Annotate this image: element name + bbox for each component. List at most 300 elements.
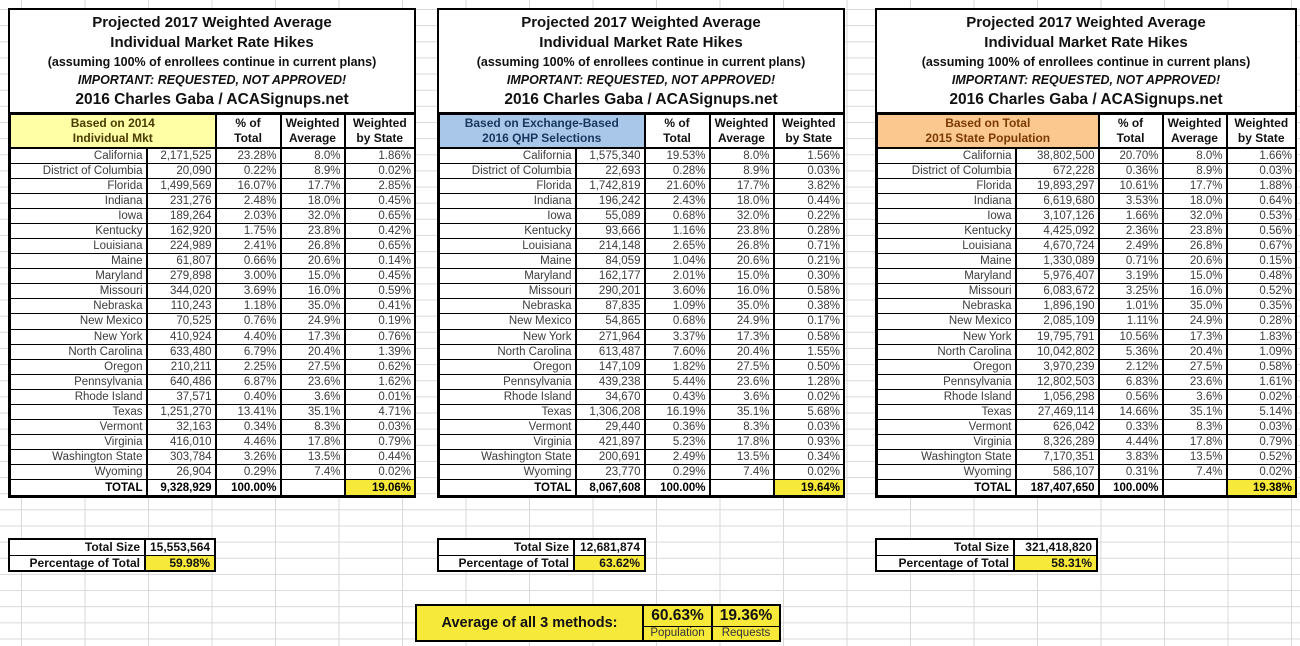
cell-weighted-average[interactable]: 23.6% <box>710 374 774 389</box>
cell-pct-of-total[interactable]: 6.87% <box>216 374 281 389</box>
cell-state[interactable]: District of Columbia <box>440 163 576 178</box>
cell-count[interactable]: 344,020 <box>147 284 216 299</box>
cell-weighted-average[interactable]: 16.0% <box>710 284 774 299</box>
cell-state[interactable]: Maryland <box>440 269 576 284</box>
cell-state[interactable]: New Mexico <box>440 314 576 329</box>
cell-weighted-average[interactable]: 17.3% <box>710 329 774 344</box>
cell-pct-of-total[interactable]: 1.16% <box>645 223 710 238</box>
cell-weighted-by-state[interactable]: 2.85% <box>345 178 415 193</box>
cell-pct-of-total[interactable]: 1.75% <box>216 223 281 238</box>
cell-weighted-by-state[interactable]: 0.28% <box>774 223 844 238</box>
cell-pct-of-total[interactable]: 14.66% <box>1099 405 1163 420</box>
cell-pct-of-total[interactable]: 0.29% <box>645 465 710 480</box>
cell-pct-of-total[interactable]: 0.68% <box>645 208 710 223</box>
cell-pct-of-total[interactable]: 0.36% <box>645 420 710 435</box>
cell-state[interactable]: Iowa <box>11 208 147 223</box>
total-cell-state[interactable]: TOTAL <box>878 480 1016 495</box>
cell-pct-of-total[interactable]: 1.18% <box>216 299 281 314</box>
cell-weighted-average[interactable]: 13.5% <box>281 450 345 465</box>
cell-weighted-average[interactable]: 8.9% <box>710 163 774 178</box>
cell-weighted-by-state[interactable]: 0.38% <box>774 299 844 314</box>
cell-weighted-by-state[interactable]: 0.14% <box>345 254 415 269</box>
cell-state[interactable]: Iowa <box>878 208 1016 223</box>
cell-state[interactable]: Virginia <box>11 435 147 450</box>
cell-count[interactable]: 1,742,819 <box>576 178 645 193</box>
cell-weighted-by-state[interactable]: 1.56% <box>774 148 844 164</box>
cell-weighted-average[interactable]: 20.4% <box>281 344 345 359</box>
cell-state[interactable]: Texas <box>440 405 576 420</box>
cell-count[interactable]: 640,486 <box>147 374 216 389</box>
cell-state[interactable]: Pennsylvania <box>440 374 576 389</box>
cell-count[interactable]: 613,487 <box>576 344 645 359</box>
cell-weighted-by-state[interactable]: 1.09% <box>1227 344 1296 359</box>
cell-count[interactable]: 189,264 <box>147 208 216 223</box>
total-cell-count[interactable]: 187,407,650 <box>1016 480 1099 495</box>
cell-state[interactable]: Nebraska <box>11 299 147 314</box>
cell-weighted-by-state[interactable]: 0.15% <box>1227 254 1296 269</box>
cell-state[interactable]: Wyoming <box>11 465 147 480</box>
cell-count[interactable]: 200,691 <box>576 450 645 465</box>
cell-weighted-average[interactable]: 32.0% <box>281 208 345 223</box>
cell-count[interactable]: 147,109 <box>576 359 645 374</box>
cell-weighted-by-state[interactable]: 0.58% <box>774 329 844 344</box>
cell-count[interactable]: 421,897 <box>576 435 645 450</box>
total-cell-count[interactable]: 8,067,608 <box>576 480 645 495</box>
pct-of-total-header[interactable]: % of Total <box>1099 115 1163 148</box>
pct-of-total-value[interactable]: 63.62% <box>574 555 645 571</box>
cell-count[interactable]: 672,228 <box>1016 163 1099 178</box>
cell-count[interactable]: 271,964 <box>576 329 645 344</box>
cell-weighted-average[interactable]: 13.5% <box>1163 450 1227 465</box>
cell-weighted-average[interactable]: 35.1% <box>281 405 345 420</box>
cell-pct-of-total[interactable]: 2.12% <box>1099 359 1163 374</box>
cell-pct-of-total[interactable]: 1.82% <box>645 359 710 374</box>
cell-pct-of-total[interactable]: 0.31% <box>1099 465 1163 480</box>
cell-pct-of-total[interactable]: 20.70% <box>1099 148 1163 164</box>
cell-weighted-by-state[interactable]: 1.88% <box>1227 178 1296 193</box>
cell-count[interactable]: 8,326,289 <box>1016 435 1099 450</box>
cell-pct-of-total[interactable]: 0.71% <box>1099 254 1163 269</box>
cell-weighted-average[interactable]: 24.9% <box>281 314 345 329</box>
cell-state[interactable]: Kentucky <box>440 223 576 238</box>
cell-count[interactable]: 34,670 <box>576 389 645 404</box>
cell-pct-of-total[interactable]: 3.53% <box>1099 193 1163 208</box>
cell-count[interactable]: 23,770 <box>576 465 645 480</box>
cell-state[interactable]: Nebraska <box>440 299 576 314</box>
cell-count[interactable]: 22,693 <box>576 163 645 178</box>
total-cell-weighted-average[interactable] <box>1163 480 1227 495</box>
cell-pct-of-total[interactable]: 1.11% <box>1099 314 1163 329</box>
cell-weighted-average[interactable]: 35.0% <box>281 299 345 314</box>
cell-weighted-average[interactable]: 23.6% <box>1163 374 1227 389</box>
cell-weighted-average[interactable]: 32.0% <box>1163 208 1227 223</box>
cell-state[interactable]: Indiana <box>440 193 576 208</box>
cell-weighted-by-state[interactable]: 3.82% <box>774 178 844 193</box>
total-cell-pct-of-total[interactable]: 100.00% <box>645 480 710 495</box>
cell-weighted-average[interactable]: 15.0% <box>1163 269 1227 284</box>
weighted-by-state-header[interactable]: Weighted by State <box>345 115 415 148</box>
cell-weighted-average[interactable]: 23.6% <box>281 374 345 389</box>
cell-count[interactable]: 4,425,092 <box>1016 223 1099 238</box>
cell-pct-of-total[interactable]: 19.53% <box>645 148 710 164</box>
cell-weighted-average[interactable]: 26.8% <box>281 238 345 253</box>
cell-weighted-by-state[interactable]: 5.14% <box>1227 405 1296 420</box>
cell-pct-of-total[interactable]: 6.79% <box>216 344 281 359</box>
cell-weighted-by-state[interactable]: 0.30% <box>774 269 844 284</box>
cell-state[interactable]: Oregon <box>878 359 1016 374</box>
cell-state[interactable]: New York <box>440 329 576 344</box>
cell-count[interactable]: 1,056,298 <box>1016 389 1099 404</box>
cell-weighted-average[interactable]: 17.3% <box>1163 329 1227 344</box>
cell-weighted-by-state[interactable]: 0.35% <box>1227 299 1296 314</box>
cell-weighted-average[interactable]: 8.9% <box>1163 163 1227 178</box>
cell-weighted-by-state[interactable]: 0.03% <box>774 163 844 178</box>
weighted-average-header[interactable]: Weighted Average <box>710 115 774 148</box>
cell-weighted-by-state[interactable]: 1.66% <box>1227 148 1296 164</box>
cell-count[interactable]: 214,148 <box>576 238 645 253</box>
cell-weighted-by-state[interactable]: 0.44% <box>774 193 844 208</box>
cell-state[interactable]: Nebraska <box>878 299 1016 314</box>
cell-state[interactable]: Wyoming <box>440 465 576 480</box>
cell-pct-of-total[interactable]: 2.41% <box>216 238 281 253</box>
cell-weighted-by-state[interactable]: 0.65% <box>345 238 415 253</box>
cell-weighted-average[interactable]: 20.6% <box>281 254 345 269</box>
cell-count[interactable]: 162,920 <box>147 223 216 238</box>
cell-pct-of-total[interactable]: 10.61% <box>1099 178 1163 193</box>
total-cell-state[interactable]: TOTAL <box>11 480 147 495</box>
cell-weighted-by-state[interactable]: 0.01% <box>345 389 415 404</box>
cell-weighted-average[interactable]: 8.0% <box>281 148 345 164</box>
cell-state[interactable]: California <box>878 148 1016 164</box>
cell-weighted-by-state[interactable]: 0.03% <box>345 420 415 435</box>
weighted-average-header[interactable]: Weighted Average <box>1163 115 1227 148</box>
cell-pct-of-total[interactable]: 2.01% <box>645 269 710 284</box>
cell-weighted-average[interactable]: 18.0% <box>281 193 345 208</box>
cell-count[interactable]: 38,802,500 <box>1016 148 1099 164</box>
cell-pct-of-total[interactable]: 2.49% <box>645 450 710 465</box>
cell-state[interactable]: Missouri <box>11 284 147 299</box>
cell-weighted-by-state[interactable]: 0.67% <box>1227 238 1296 253</box>
weighted-by-state-header[interactable]: Weighted by State <box>774 115 844 148</box>
cell-weighted-by-state[interactable]: 0.62% <box>345 359 415 374</box>
cell-pct-of-total[interactable]: 5.36% <box>1099 344 1163 359</box>
total-size-value[interactable]: 15,553,564 <box>145 539 215 555</box>
cell-state[interactable]: Rhode Island <box>878 389 1016 404</box>
cell-count[interactable]: 4,670,724 <box>1016 238 1099 253</box>
cell-count[interactable]: 19,893,297 <box>1016 178 1099 193</box>
cell-weighted-by-state[interactable]: 0.93% <box>774 435 844 450</box>
cell-weighted-by-state[interactable]: 1.61% <box>1227 374 1296 389</box>
cell-pct-of-total[interactable]: 5.44% <box>645 374 710 389</box>
cell-weighted-average[interactable]: 15.0% <box>281 269 345 284</box>
cell-weighted-average[interactable]: 35.1% <box>1163 405 1227 420</box>
pct-of-total-value[interactable]: 59.98% <box>145 555 215 571</box>
cell-weighted-average[interactable]: 20.4% <box>710 344 774 359</box>
cell-state[interactable]: Pennsylvania <box>11 374 147 389</box>
cell-weighted-by-state[interactable]: 5.68% <box>774 405 844 420</box>
cell-weighted-by-state[interactable]: 0.03% <box>774 420 844 435</box>
pct-of-total-header[interactable]: % of Total <box>645 115 710 148</box>
cell-pct-of-total[interactable]: 1.04% <box>645 254 710 269</box>
cell-state[interactable]: Oregon <box>440 359 576 374</box>
cell-weighted-average[interactable]: 8.0% <box>710 148 774 164</box>
cell-count[interactable]: 5,976,407 <box>1016 269 1099 284</box>
cell-count[interactable]: 196,242 <box>576 193 645 208</box>
cell-weighted-by-state[interactable]: 0.28% <box>1227 314 1296 329</box>
cell-count[interactable]: 110,243 <box>147 299 216 314</box>
cell-state[interactable]: New Mexico <box>878 314 1016 329</box>
cell-weighted-by-state[interactable]: 0.02% <box>345 163 415 178</box>
cell-count[interactable]: 84,059 <box>576 254 645 269</box>
cell-weighted-by-state[interactable]: 0.59% <box>345 284 415 299</box>
cell-weighted-by-state[interactable]: 0.45% <box>345 269 415 284</box>
cell-weighted-average[interactable]: 20.6% <box>1163 254 1227 269</box>
cell-pct-of-total[interactable]: 1.09% <box>645 299 710 314</box>
cell-pct-of-total[interactable]: 0.43% <box>645 389 710 404</box>
cell-state[interactable]: Texas <box>11 405 147 420</box>
cell-pct-of-total[interactable]: 6.83% <box>1099 374 1163 389</box>
cell-weighted-average[interactable]: 27.5% <box>710 359 774 374</box>
cell-state[interactable]: Virginia <box>440 435 576 450</box>
weighted-average-header[interactable]: Weighted Average <box>281 115 345 148</box>
total-cell-weighted-average[interactable] <box>710 480 774 495</box>
cell-weighted-average[interactable]: 8.3% <box>1163 420 1227 435</box>
cell-weighted-average[interactable]: 23.8% <box>710 223 774 238</box>
cell-weighted-average[interactable]: 8.0% <box>1163 148 1227 164</box>
pct-of-total-header[interactable]: % of Total <box>216 115 281 148</box>
cell-count[interactable]: 3,970,239 <box>1016 359 1099 374</box>
cell-weighted-average[interactable]: 8.9% <box>281 163 345 178</box>
cell-count[interactable]: 1,306,208 <box>576 405 645 420</box>
cell-pct-of-total[interactable]: 2.65% <box>645 238 710 253</box>
cell-state[interactable]: District of Columbia <box>11 163 147 178</box>
cell-weighted-average[interactable]: 16.0% <box>281 284 345 299</box>
cell-count[interactable]: 26,904 <box>147 465 216 480</box>
cell-weighted-by-state[interactable]: 0.21% <box>774 254 844 269</box>
cell-weighted-by-state[interactable]: 0.02% <box>774 465 844 480</box>
cell-count[interactable]: 586,107 <box>1016 465 1099 480</box>
cell-weighted-average[interactable]: 7.4% <box>1163 465 1227 480</box>
cell-state[interactable]: Louisiana <box>440 238 576 253</box>
cell-count[interactable]: 27,469,114 <box>1016 405 1099 420</box>
cell-weighted-by-state[interactable]: 1.39% <box>345 344 415 359</box>
cell-weighted-by-state[interactable]: 0.45% <box>345 193 415 208</box>
cell-weighted-by-state[interactable]: 1.86% <box>345 148 415 164</box>
cell-state[interactable]: Virginia <box>878 435 1016 450</box>
cell-count[interactable]: 1,251,270 <box>147 405 216 420</box>
cell-pct-of-total[interactable]: 4.44% <box>1099 435 1163 450</box>
cell-count[interactable]: 1,896,190 <box>1016 299 1099 314</box>
cell-state[interactable]: California <box>440 148 576 164</box>
cell-weighted-average[interactable]: 20.6% <box>710 254 774 269</box>
cell-state[interactable]: New York <box>878 329 1016 344</box>
cell-state[interactable]: North Carolina <box>440 344 576 359</box>
cell-weighted-by-state[interactable]: 0.71% <box>774 238 844 253</box>
cell-pct-of-total[interactable]: 3.83% <box>1099 450 1163 465</box>
cell-weighted-by-state[interactable]: 1.28% <box>774 374 844 389</box>
cell-count[interactable]: 20,090 <box>147 163 216 178</box>
average-population-value[interactable]: 60.63% <box>643 605 712 626</box>
cell-weighted-average[interactable]: 3.6% <box>1163 389 1227 404</box>
cell-weighted-average[interactable]: 17.8% <box>710 435 774 450</box>
cell-count[interactable]: 2,171,525 <box>147 148 216 164</box>
cell-weighted-by-state[interactable]: 0.22% <box>774 208 844 223</box>
cell-state[interactable]: Rhode Island <box>11 389 147 404</box>
cell-count[interactable]: 210,211 <box>147 359 216 374</box>
cell-count[interactable]: 6,083,672 <box>1016 284 1099 299</box>
cell-weighted-by-state[interactable]: 0.58% <box>774 284 844 299</box>
cell-count[interactable]: 633,480 <box>147 344 216 359</box>
cell-weighted-by-state[interactable]: 0.65% <box>345 208 415 223</box>
cell-count[interactable]: 290,201 <box>576 284 645 299</box>
pct-of-total-value[interactable]: 58.31% <box>1014 555 1097 571</box>
total-cell-weighted-average[interactable] <box>281 480 345 495</box>
cell-weighted-by-state[interactable]: 0.02% <box>1227 389 1296 404</box>
basis-header-cell[interactable]: Based on Total 2015 State Population <box>878 115 1099 148</box>
cell-pct-of-total[interactable]: 2.36% <box>1099 223 1163 238</box>
cell-state[interactable]: North Carolina <box>11 344 147 359</box>
cell-pct-of-total[interactable]: 3.60% <box>645 284 710 299</box>
cell-count[interactable]: 303,784 <box>147 450 216 465</box>
cell-count[interactable]: 19,795,791 <box>1016 329 1099 344</box>
cell-weighted-average[interactable]: 17.7% <box>281 178 345 193</box>
cell-weighted-average[interactable]: 32.0% <box>710 208 774 223</box>
weighted-by-state-header[interactable]: Weighted by State <box>1227 115 1296 148</box>
cell-count[interactable]: 54,865 <box>576 314 645 329</box>
cell-pct-of-total[interactable]: 16.07% <box>216 178 281 193</box>
cell-weighted-average[interactable]: 17.8% <box>281 435 345 450</box>
cell-weighted-average[interactable]: 27.5% <box>1163 359 1227 374</box>
cell-weighted-by-state[interactable]: 0.02% <box>1227 465 1296 480</box>
cell-state[interactable]: Louisiana <box>11 238 147 253</box>
cell-weighted-by-state[interactable]: 0.53% <box>1227 208 1296 223</box>
cell-weighted-by-state[interactable]: 1.83% <box>1227 329 1296 344</box>
cell-state[interactable]: North Carolina <box>878 344 1016 359</box>
cell-count[interactable]: 12,802,503 <box>1016 374 1099 389</box>
cell-pct-of-total[interactable]: 0.68% <box>645 314 710 329</box>
cell-weighted-by-state[interactable]: 0.42% <box>345 223 415 238</box>
cell-weighted-average[interactable]: 7.4% <box>281 465 345 480</box>
cell-count[interactable]: 93,666 <box>576 223 645 238</box>
cell-weighted-by-state[interactable]: 0.34% <box>774 450 844 465</box>
cell-state[interactable]: Maryland <box>11 269 147 284</box>
cell-pct-of-total[interactable]: 0.33% <box>1099 420 1163 435</box>
cell-weighted-by-state[interactable]: 0.56% <box>1227 223 1296 238</box>
cell-pct-of-total[interactable]: 5.23% <box>645 435 710 450</box>
cell-weighted-average[interactable]: 26.8% <box>710 238 774 253</box>
cell-count[interactable]: 55,089 <box>576 208 645 223</box>
cell-count[interactable]: 6,619,680 <box>1016 193 1099 208</box>
cell-pct-of-total[interactable]: 4.46% <box>216 435 281 450</box>
cell-pct-of-total[interactable]: 2.25% <box>216 359 281 374</box>
total-cell-count[interactable]: 9,328,929 <box>147 480 216 495</box>
cell-pct-of-total[interactable]: 0.28% <box>645 163 710 178</box>
cell-state[interactable]: Texas <box>878 405 1016 420</box>
cell-count[interactable]: 439,238 <box>576 374 645 389</box>
cell-pct-of-total[interactable]: 16.19% <box>645 405 710 420</box>
cell-weighted-average[interactable]: 18.0% <box>710 193 774 208</box>
cell-pct-of-total[interactable]: 0.76% <box>216 314 281 329</box>
cell-count[interactable]: 224,989 <box>147 238 216 253</box>
cell-state[interactable]: New Mexico <box>11 314 147 329</box>
cell-count[interactable]: 231,276 <box>147 193 216 208</box>
cell-pct-of-total[interactable]: 4.40% <box>216 329 281 344</box>
cell-weighted-average[interactable]: 13.5% <box>710 450 774 465</box>
cell-state[interactable]: Oregon <box>11 359 147 374</box>
cell-state[interactable]: Missouri <box>878 284 1016 299</box>
cell-pct-of-total[interactable]: 0.40% <box>216 389 281 404</box>
cell-pct-of-total[interactable]: 0.22% <box>216 163 281 178</box>
cell-count[interactable]: 162,177 <box>576 269 645 284</box>
cell-pct-of-total[interactable]: 0.36% <box>1099 163 1163 178</box>
cell-weighted-by-state[interactable]: 1.62% <box>345 374 415 389</box>
cell-weighted-average[interactable]: 7.4% <box>710 465 774 480</box>
total-cell-weighted-by-state[interactable]: 19.06% <box>345 480 415 495</box>
cell-pct-of-total[interactable]: 2.43% <box>645 193 710 208</box>
cell-pct-of-total[interactable]: 0.29% <box>216 465 281 480</box>
cell-count[interactable]: 32,163 <box>147 420 216 435</box>
cell-count[interactable]: 416,010 <box>147 435 216 450</box>
cell-weighted-by-state[interactable]: 1.55% <box>774 344 844 359</box>
cell-count[interactable]: 37,571 <box>147 389 216 404</box>
total-size-value[interactable]: 12,681,874 <box>574 539 645 555</box>
cell-pct-of-total[interactable]: 2.49% <box>1099 238 1163 253</box>
cell-pct-of-total[interactable]: 3.25% <box>1099 284 1163 299</box>
cell-weighted-average[interactable]: 35.0% <box>710 299 774 314</box>
cell-weighted-by-state[interactable]: 0.48% <box>1227 269 1296 284</box>
cell-weighted-average[interactable]: 18.0% <box>1163 193 1227 208</box>
cell-pct-of-total[interactable]: 3.00% <box>216 269 281 284</box>
total-cell-pct-of-total[interactable]: 100.00% <box>216 480 281 495</box>
cell-state[interactable]: Washington State <box>878 450 1016 465</box>
cell-state[interactable]: Washington State <box>440 450 576 465</box>
cell-state[interactable]: Louisiana <box>878 238 1016 253</box>
cell-weighted-average[interactable]: 20.4% <box>1163 344 1227 359</box>
cell-pct-of-total[interactable]: 3.26% <box>216 450 281 465</box>
cell-pct-of-total[interactable]: 2.03% <box>216 208 281 223</box>
cell-state[interactable]: California <box>11 148 147 164</box>
cell-count[interactable]: 3,107,126 <box>1016 208 1099 223</box>
cell-weighted-by-state[interactable]: 0.17% <box>774 314 844 329</box>
cell-pct-of-total[interactable]: 0.34% <box>216 420 281 435</box>
cell-state[interactable]: Maryland <box>878 269 1016 284</box>
cell-weighted-average[interactable]: 35.1% <box>710 405 774 420</box>
basis-header-cell[interactable]: Based on 2014 Individual Mkt <box>11 115 216 148</box>
cell-weighted-by-state[interactable]: 0.58% <box>1227 359 1296 374</box>
total-cell-pct-of-total[interactable]: 100.00% <box>1099 480 1163 495</box>
cell-pct-of-total[interactable]: 1.66% <box>1099 208 1163 223</box>
cell-state[interactable]: Kentucky <box>878 223 1016 238</box>
cell-weighted-average[interactable]: 16.0% <box>1163 284 1227 299</box>
cell-state[interactable]: Vermont <box>11 420 147 435</box>
cell-state[interactable]: Indiana <box>878 193 1016 208</box>
cell-state[interactable]: New York <box>11 329 147 344</box>
cell-weighted-by-state[interactable]: 0.03% <box>1227 420 1296 435</box>
cell-count[interactable]: 410,924 <box>147 329 216 344</box>
cell-weighted-average[interactable]: 15.0% <box>710 269 774 284</box>
cell-weighted-by-state[interactable]: 0.50% <box>774 359 844 374</box>
cell-pct-of-total[interactable]: 0.56% <box>1099 389 1163 404</box>
cell-weighted-by-state[interactable]: 0.52% <box>1227 284 1296 299</box>
cell-weighted-average[interactable]: 17.7% <box>710 178 774 193</box>
cell-state[interactable]: Florida <box>11 178 147 193</box>
cell-pct-of-total[interactable]: 13.41% <box>216 405 281 420</box>
cell-count[interactable]: 70,525 <box>147 314 216 329</box>
cell-pct-of-total[interactable]: 21.60% <box>645 178 710 193</box>
cell-weighted-average[interactable]: 17.8% <box>1163 435 1227 450</box>
cell-count[interactable]: 1,330,089 <box>1016 254 1099 269</box>
cell-state[interactable]: Wyoming <box>878 465 1016 480</box>
